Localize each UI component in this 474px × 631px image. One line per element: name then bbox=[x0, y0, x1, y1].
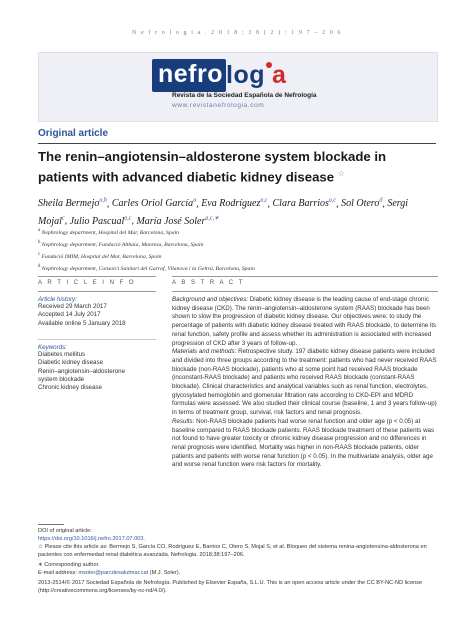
affiliation: $^a$ Nephrology department, Hospital del Mar, Barcelona, Spain bbox=[38, 228, 180, 236]
author[interactable]: Clara Barrios$^{a,c}$ bbox=[272, 198, 337, 210]
running-head: N e f r o l o g i a . 2 0 1 8 ; 3 8 ( 2 ) : 1 9 7 – 2 0 6 bbox=[131, 30, 343, 36]
author[interactable]: Sergi Mojal$^c$ bbox=[38, 198, 409, 227]
keyword: Diabetic kidney disease bbox=[38, 359, 104, 367]
divider bbox=[38, 291, 156, 292]
doi-label: DOI of original article: bbox=[38, 528, 92, 534]
license-note: 2013-2514/© 2017 Sociedad Española de Nefrología. Published by Elsevier España, S.L.U. This is an open access article under the CC BY-NC-ND license (http://creativecommons.org/licenses/by-nc-nd/4.0/). bbox=[38, 580, 423, 594]
journal-subtitle: Revista de la Sociedad Española de Nefrología bbox=[172, 92, 317, 99]
article-info-heading: A R T I C L E I N F O bbox=[38, 280, 136, 286]
affiliation: $^c$ Fundació IMIM, Hospital del Mar, Barcelona, Spain bbox=[38, 251, 162, 260]
abstract-heading: A B S T R A C T bbox=[172, 280, 245, 286]
divider bbox=[38, 339, 156, 340]
keyword: system blockade bbox=[38, 375, 85, 383]
affiliation: $^b$ Nephrology department, Fundació Althaia, Manresa, Barcelona, Spain bbox=[38, 239, 204, 248]
author-list: Sheila Bermejo$^{a,b}$, Carles Oriol García$^a$, Eva Rodríguez$^{a,c}$, Clara Barrios$^{a,c}$, Sol Otero$^d$, Sergi Mojal$^c$, Julio Pascual$^{a,c}$, María José Soler$^{a,c,∗}$ bbox=[38, 198, 409, 227]
article-title-text: The renin–angiotensin–aldosterone system blockade in patients with advanced diabetic kidney disease bbox=[38, 149, 387, 185]
article-history bbox=[38, 296, 162, 328]
logo-part1: nefro bbox=[152, 59, 226, 92]
keyword: Renin–angiotensin–aldosterone bbox=[38, 367, 126, 375]
title-footnote-symbol[interactable]: ☆ bbox=[337, 169, 345, 178]
divider bbox=[38, 143, 436, 144]
author[interactable]: Julio Pascual$^{a,c}$ bbox=[69, 215, 132, 227]
affiliations bbox=[38, 226, 438, 274]
history-heading: Article history: bbox=[38, 296, 77, 303]
journal-url[interactable]: www.revistanefrologia.com bbox=[172, 102, 265, 109]
abstract-background: Background and objectives: Diabetic kidney disease is the leading cause of end-stage chronic kidney disease (CKD). The renin–angiotensin–aldosterone system (RAAS) blockade has been shown to slow the progression of diabetic kidney disease. Our objectives were: to study the percentage of patients with diabetic kidney disease treated with RAAS blockade, to determine its renal function, safety profile and assess whether its administration is associated with increased progression of CKD after 3 years of follow-up. bbox=[172, 296, 437, 347]
affiliation: $^d$ Nephrology department, Consorci Sanitari del Garraf, Vilanova i la Geltrú, Barcelona, Spain bbox=[38, 263, 255, 272]
journal-logo bbox=[152, 58, 286, 92]
article-title bbox=[38, 148, 438, 185]
history-item: Received 29 March 2017 bbox=[38, 303, 107, 310]
keyword: Chronic kidney disease bbox=[38, 384, 102, 392]
author[interactable]: María José Soler$^{a,c,∗}$ bbox=[136, 215, 220, 227]
keywords bbox=[38, 344, 162, 392]
doi-link[interactable]: https://doi.org/10.1016/j.nefro.2017.07.003. bbox=[38, 536, 145, 542]
article-type: Original article bbox=[38, 128, 109, 139]
logo-part2: log bbox=[226, 60, 265, 89]
citation-note: ☆ Please cite this article as: Bermejo S, García CO, Rodríguez E, Barrios C, Otero S, Mojal S, et al. Bloqueo del sistema renina-angiotensina-aldosterona en pacientes con enfermedad renal diabética avanzada. Nefrologia. 2018;38:197–206. bbox=[38, 544, 427, 558]
email-link[interactable]: msoler@parcdesalutmar.cat bbox=[78, 570, 149, 576]
divider bbox=[38, 276, 156, 277]
abstract-results: Results: Non-RAAS blockade patients had worse renal function and older age (p < 0.05) at baseline compared to RAAS blockade patients. RAAS blockade treatment of these patients was not found to have greater toxicity or chronic kidney disease progression and no differences in renal prognosis were identified. Mortality was higher in non-RAAS blockade patients, older patients and patients with worse renal function (p < 0.05). In the multivariate analysis, older age and worse renal function were risk factors for mortality. bbox=[172, 417, 435, 469]
email-line: E-mail address: msoler@parcdesalutmar.cat (M.J. Soler). bbox=[38, 570, 181, 576]
divider bbox=[172, 276, 438, 277]
abstract-methods: Materials and methods: Retrospective study. 197 diabetic kidney disease patients were included and divided into three groups according to the treatment: patients who had never received RAAS blockade (non-RAAS blockade), patients who at some point had received RAAS blockade (inconstant-RAAS blockade) and patients who received RAAS blockade (constant-RAAS blockade). Clinical characteristics and analytical variables such as renal function, electrolytes, glycosylated hemoglobin and glomerular filtration rate according to CKD-EPI and MDRD formulas were assessed. We also studied their clinical course (baseline, 1 and 3 years follow-up) in terms of treatment group, survival, risk factors and renal prognosis. bbox=[172, 348, 437, 417]
history-item: Accepted 14 July 2017 bbox=[38, 311, 101, 319]
author[interactable]: Eva Rodríguez$^{a,c}$ bbox=[201, 198, 268, 210]
logo-part3: a bbox=[272, 60, 287, 89]
divider bbox=[172, 291, 438, 292]
author[interactable]: Sol Otero$^d$ bbox=[341, 198, 383, 210]
footnote-rule bbox=[38, 524, 64, 525]
corresponding-author: ∗ Corresponding author. bbox=[38, 562, 100, 568]
logo-part2-wrap bbox=[226, 61, 286, 90]
history-item: Available online 5 January 2018 bbox=[38, 319, 126, 327]
author[interactable]: Carles Oriol García$^a$ bbox=[111, 198, 197, 210]
keyword: Diabetes mellitus bbox=[38, 351, 86, 358]
keywords-heading: Keywords: bbox=[38, 344, 67, 351]
abstract-body bbox=[172, 296, 438, 470]
author[interactable]: Sheila Bermejo$^{a,b}$ bbox=[38, 198, 107, 210]
